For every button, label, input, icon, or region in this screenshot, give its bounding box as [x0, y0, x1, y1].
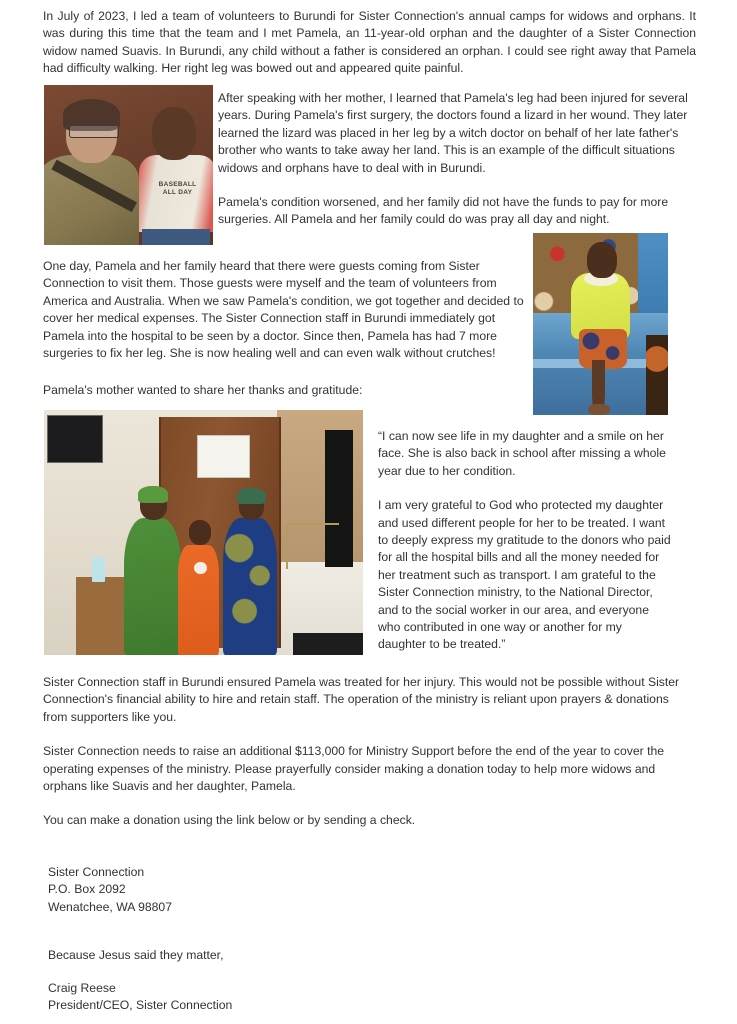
photo3-stair-railing [286, 523, 339, 569]
signoff-block [48, 947, 448, 964]
intro-paragraph-block [43, 8, 696, 78]
closing-paragraph-2: Sister Connection needs to raise an additional $113,000 for Ministry Support before the end of the year to cover the operating expenses of the ministry. Please prayerfully consider making a donation today to help more widows and orphans like Suavis and her daughter, Pamela. [43, 744, 665, 794]
signature-title: President/CEO, Sister Connection [48, 998, 233, 1013]
photo3-girl-badge [194, 562, 207, 574]
photo-family-group [44, 410, 363, 655]
address-organization: Sister Connection [48, 865, 145, 879]
signature-block [48, 980, 448, 1015]
photo2-girl-foot [588, 404, 610, 415]
photo3-woman-blue-dress [223, 518, 277, 655]
photo-man-and-boy-canvas [44, 85, 213, 245]
photo3-woman-blue-headscarf [237, 488, 266, 504]
photo3-woman-green-headscarf [138, 486, 168, 503]
right-column-paragraph-1: After speaking with her mother, I learned that Pamela's leg had been injured for several years. During Pamela's first surgery, the doctors found a lizard in her wound. They later learned the lizard was placed in her leg by a witch doctor on behalf of her late father's brother who wants to take away her land. This is an example of the difficult situations widows and orphans have to deal with in Burundi. [218, 91, 688, 175]
intro-paragraph: In July of 2023, I led a team of volunteers to Burundi for Sister Connection's annual camps for widows and orphans. It was during this time that the team and I met Pamela, an 11-year-old orphan and the daughter of a Sister Connection widow named Suavis. In Burundi, any child without a father is considered an orphan. I could see right away that Pamela had difficulty walking. Her right leg was bowed out and appeared quite painful. [43, 9, 696, 76]
one-day-paragraph: One day, Pamela and her family heard that there were guests coming from Sister Connection to visit them. Those guests were myself and the team of volunteers from America and Australia. When we saw Pamela's condition, we got together and decided to cover her medical expenses. The Sister Connection staff in Burundi immediately got Pamela into the hospital to be seen by a doctor. Since then, Pamela has had 7 more surgeries to fix her leg. She is now healing well and can even walk without crutches! [43, 259, 524, 361]
closing-paragraph-3: You can make a donation using the link below or by sending a check. [43, 813, 416, 828]
closing-paragraphs-block [43, 674, 696, 830]
photo3-television [47, 415, 103, 464]
photo-family-group-canvas [44, 410, 363, 655]
mother-quote-paragraph-1: “I can now see life in my daughter and a smile on her face. She is also back in school after missing a whole year due to her condition. [378, 429, 666, 478]
mother-quote-block [378, 428, 673, 654]
photo1-shirt-text-line2: ALL DAY [162, 189, 193, 196]
right-column-text-block [218, 90, 696, 229]
closing-paragraph-1: Sister Connection staff in Burundi ensured Pamela was treated for her injury. This would not be possible without Sister Connection's financial ability to hire and retain staff. The operation of the ministry is reliant upon prayers & donations from supporters like you. [43, 675, 680, 724]
right-column-paragraph-2: Pamela's condition worsened, and her family did not have the funds to pay for more surgeries. All Pamela and her family could do was pray all day and night. [218, 195, 669, 227]
photo3-girl-head [189, 520, 211, 545]
photo2-right-cloth [646, 335, 668, 415]
glasses-icon [69, 125, 118, 138]
mother-intro-line: Pamela's mother wanted to share her thanks and gratitude: [43, 383, 363, 397]
photo-girl-on-bed-canvas [533, 233, 668, 415]
photo1-shirt-text-line1: BASEBALL [158, 181, 197, 188]
photo3-floor-dark-tile [293, 633, 363, 655]
address-po-box: P.O. Box 2092 [48, 882, 126, 897]
mother-quote-paragraph-2: I am very grateful to God who protected my daughter and used different people for her to be treated. I want to deeply express my gratitude to the donors who paid for all the hospital bills and all the money needed for her treatment such as transport. I am grateful to the Sister Connection ministry, to the National Director, and to the social worker in our area, and everyone who contributed in one way or another for my daughter to be treated.” [378, 498, 671, 652]
photo3-bottle [92, 557, 105, 582]
photo-girl-on-bed [533, 233, 668, 415]
photo3-door-notice [197, 435, 250, 479]
signature-name: Craig Reese [48, 981, 116, 995]
photo2-blue-panel [638, 233, 668, 317]
mailing-address-block [48, 864, 448, 916]
photo3-side-table [76, 577, 127, 655]
photo1-boy-jeans [142, 229, 210, 245]
mother-intro-block [43, 382, 523, 399]
photo1-boy-head [152, 107, 196, 160]
photo3-woman-green-dress [124, 518, 181, 655]
signoff-closing-line: Because Jesus said they matter, [48, 948, 224, 962]
photo2-girl-head [587, 242, 617, 278]
one-day-paragraph-block [43, 258, 530, 362]
photo-man-and-boy [44, 85, 213, 245]
photo1-shirt-text [149, 181, 206, 197]
address-city-state-zip: Wenatchee, WA 98807 [48, 899, 172, 914]
